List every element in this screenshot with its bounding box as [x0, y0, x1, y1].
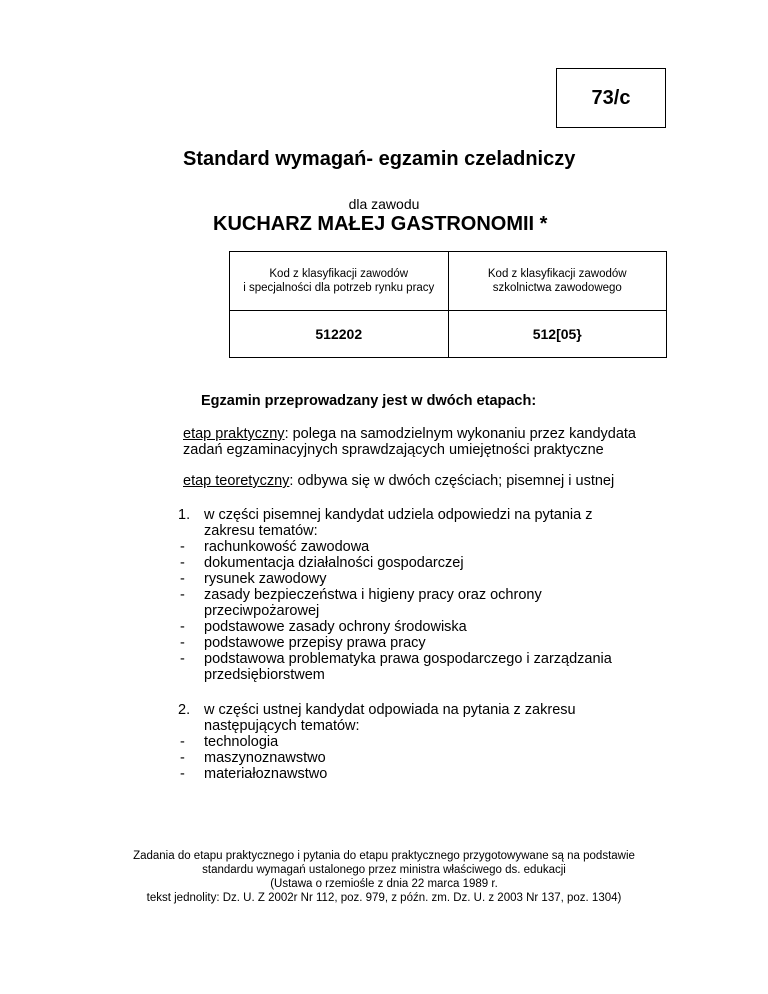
labour-market-code: 512202 — [230, 311, 449, 358]
practical-stage-label: etap praktyczny — [183, 426, 285, 442]
document-code: 73/c — [591, 86, 631, 109]
bullet: - — [180, 766, 185, 782]
list-item — [176, 555, 676, 571]
table-header-cell — [230, 252, 449, 311]
written-part-list — [176, 507, 676, 683]
header-line: i specjalności dla potrzeb rynku pracy — [243, 282, 435, 294]
list-number: 2. — [178, 702, 191, 718]
bullet: - — [180, 539, 185, 555]
list-item-text: dokumentacja działalności gospodarczej — [204, 555, 464, 571]
for-profession-label: dla zawodu — [348, 196, 420, 212]
school-code: 512[05} — [448, 311, 667, 358]
theoretical-stage-label: etap teoretyczny — [183, 473, 290, 489]
list-item-text: przeciwpożarowej — [204, 603, 320, 619]
bullet: - — [180, 571, 185, 587]
table-header-row — [230, 252, 667, 311]
page-title: Standard wymagań- egzamin czeladniczy — [183, 148, 576, 170]
document-code-box — [556, 68, 666, 128]
bullet: - — [180, 555, 185, 571]
theoretical-stage-paragraph — [183, 473, 683, 489]
stages-heading: Egzamin przeprowadzany jest w dwóch etapach: — [201, 393, 537, 409]
header-line: szkolnictwa zawodowego — [492, 282, 622, 294]
list-item — [176, 587, 676, 619]
oral-part-list — [176, 702, 676, 782]
list-item — [176, 571, 676, 587]
header-line: Kod z klasyfikacji zawodów — [487, 268, 627, 280]
list-item — [176, 507, 676, 539]
list-item — [176, 702, 676, 734]
list-item-text: rachunkowość zawodowa — [204, 539, 370, 555]
classification-codes-table — [229, 251, 667, 358]
theoretical-stage-text: : odbywa się w dwóch częściach; pisemnej i ustnej — [289, 473, 615, 489]
list-item-text: przedsiębiorstwem — [204, 667, 325, 683]
list-item — [176, 539, 676, 555]
profession-name: KUCHARZ MAŁEJ GASTRONOMII * — [213, 213, 548, 235]
header-line: Kod z klasyfikacji zawodów — [269, 268, 409, 280]
list-number: 1. — [178, 507, 191, 523]
footer-line: Zadania do etapu praktycznego i pytania do etapu praktycznego przygotowywane są na podstawie — [133, 850, 635, 862]
list-item-text: rysunek zawodowy — [204, 571, 327, 587]
bullet: - — [180, 750, 185, 766]
list-item — [176, 651, 676, 683]
table-value-row — [230, 311, 667, 358]
footer-note — [0, 849, 768, 905]
bullet: - — [180, 619, 185, 635]
footer-line: standardu wymagań ustalonego przez ministra właściwego ds. edukacji — [202, 864, 566, 876]
list-item-text: następujących tematów: — [204, 718, 360, 734]
list-item-text: materiałoznawstwo — [204, 766, 328, 782]
bullet: - — [180, 734, 185, 750]
list-item-text: w części ustnej kandydat odpowiada na pytania z zakresu — [204, 702, 576, 718]
list-item-text: zasady bezpieczeństwa i higieny pracy oraz ochrony — [204, 587, 542, 603]
footer-line: (Ustawa o rzemiośle z dnia 22 marca 1989 r. — [270, 878, 498, 890]
list-item-text: podstawowe przepisy prawa pracy — [204, 635, 426, 651]
table-header-cell — [448, 252, 667, 311]
list-item-text: podstawowe zasady ochrony środowiska — [204, 619, 467, 635]
practical-stage-paragraph — [183, 426, 683, 458]
list-item — [176, 734, 676, 750]
bullet: - — [180, 635, 185, 651]
list-item-text: zakresu tematów: — [204, 523, 318, 539]
list-item — [176, 750, 676, 766]
list-item-text: podstawowa problematyka prawa gospodarczego i zarządzania — [204, 651, 612, 667]
bullet: - — [180, 651, 185, 667]
list-item-text: maszynoznawstwo — [204, 750, 326, 766]
list-item-text: technologia — [204, 734, 279, 750]
list-item — [176, 766, 676, 782]
practical-stage-text: : polega na samodzielnym wykonaniu przez kandydata — [284, 426, 636, 442]
list-item — [176, 619, 676, 635]
practical-stage-text: zadań egzaminacyjnych sprawdzających umiejętności praktyczne — [183, 442, 604, 458]
list-item — [176, 635, 676, 651]
list-item-text: w części pisemnej kandydat udziela odpowiedzi na pytania z — [204, 507, 593, 523]
bullet: - — [180, 587, 185, 603]
footer-line: tekst jednolity: Dz. U. Z 2002r Nr 112, poz. 979, z późn. zm. Dz. U. z 2003 Nr 137, poz. 1304) — [146, 892, 622, 904]
